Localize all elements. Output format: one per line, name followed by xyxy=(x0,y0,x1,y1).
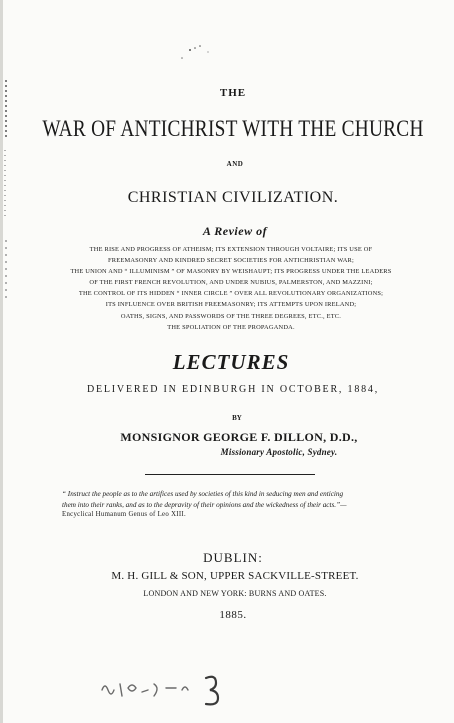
imprint-year: 1885. xyxy=(219,609,247,621)
main-title: WAR OF ANTICHRIST WITH THE CHURCH xyxy=(42,116,424,141)
library-shelfmark-stamp xyxy=(98,670,238,710)
description-line: OATHS, SIGNS, AND PASSWORDS OF THE THREE DEGREES, ETC., ETC. xyxy=(120,312,342,320)
by-line: BY xyxy=(232,414,242,422)
delivery-note: DELIVERED IN EDINBURGH IN OCTOBER, 1884, xyxy=(86,384,380,395)
review-heading: A Review of xyxy=(202,224,268,238)
lectures-heading: LECTURES xyxy=(172,350,290,374)
quote-source: Encyclical Humanum Genus of Leo XIII. xyxy=(62,511,186,518)
quote-line: them into their ranks, and as to the depravity of their opinions and the wickedness of their acts.”— xyxy=(62,500,347,509)
author-name: MONSIGNOR GEORGE F. DILLON, D.D., xyxy=(120,430,358,444)
description-line: THE SPOLIATION OF THE PROPAGANDA. xyxy=(167,323,295,331)
sub-title: CHRISTIAN CIVILIZATION. xyxy=(127,189,339,206)
title-conjunction: AND xyxy=(226,160,244,168)
author-title: Missionary Apostolic, Sydney. xyxy=(220,447,338,457)
description-line: THE CONTROL OF ITS HIDDEN “ INNER CIRCLE ” OVER ALL REVOLUTIONARY ORGANIZATIONS; xyxy=(78,290,384,298)
title-article: THE xyxy=(219,87,247,99)
description-line: ITS INFLUENCE OVER BRITISH FREEMASONRY; ITS ATTEMPTS UPON IRELAND; xyxy=(105,301,357,309)
epigraph-quote xyxy=(62,489,417,521)
description-block xyxy=(4,244,454,333)
description-line: OF THE FIRST FRENCH REVOLUTION, AND UNDER NUBIUS, PALMERSTON, AND MAZZINI; xyxy=(89,279,373,287)
description-line: THE RISE AND PROGRESS OF ATHEISM; ITS EXTENSION THROUGH VOLTAIRE; ITS USE OF xyxy=(89,246,373,253)
imprint-distributors: LONDON AND NEW YORK: BURNS AND OATES. xyxy=(143,589,327,598)
imprint-city: DUBLIN: xyxy=(203,550,263,565)
description-line: THE UNION AND “ ILLUMINISM ” OF MASONRY BY WEISHAUPT; ITS PROGRESS UNDER THE LEADERS xyxy=(70,268,392,276)
divider-rule xyxy=(145,474,315,475)
quote-line: “ Instruct the people as to the artifices used by societies of this kind in seducing men and enticing xyxy=(62,490,344,498)
description-line: FREEMASONRY AND KINDRED SECRET SOCIETIES FOR ANTICHRISTIAN WAR; xyxy=(108,257,354,265)
imprint-publisher: M. H. GILL & SON, UPPER SACKVILLE-STREET. xyxy=(111,570,359,582)
ink-specks xyxy=(160,38,220,68)
